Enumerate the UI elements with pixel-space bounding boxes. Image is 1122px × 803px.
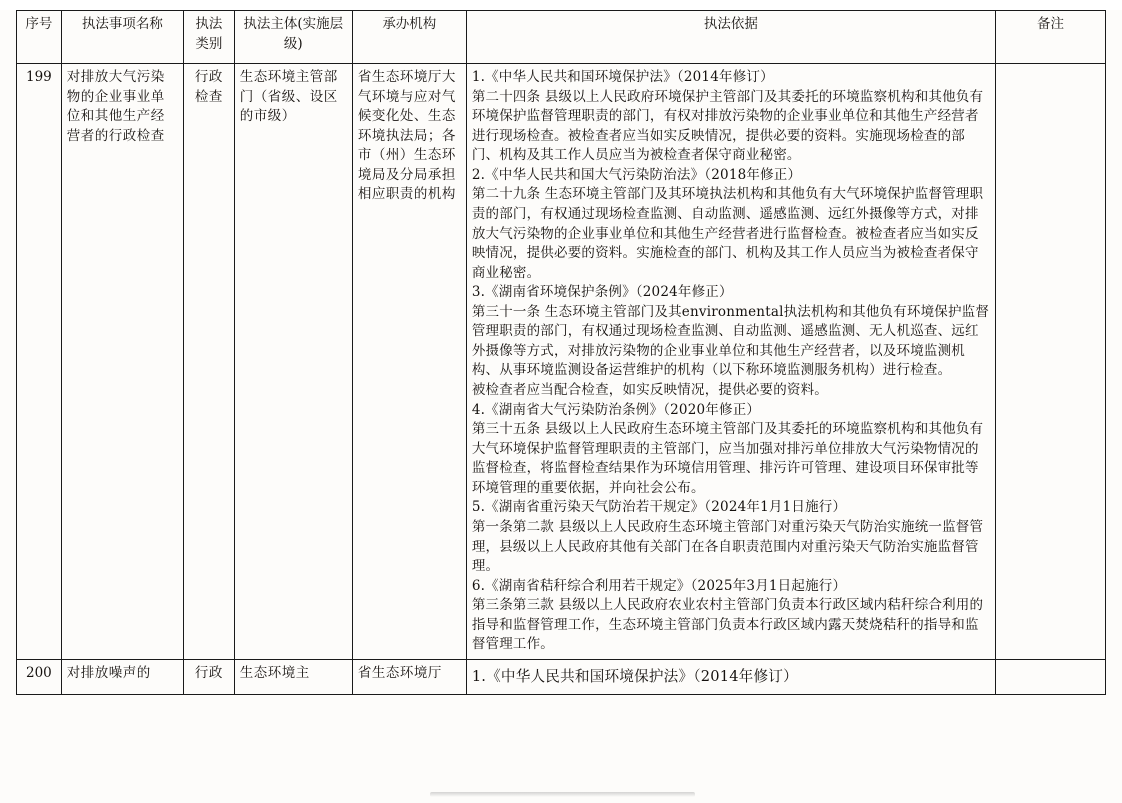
cell-seq: 199 bbox=[17, 64, 62, 660]
table-row bbox=[17, 64, 1106, 660]
cell-org: 省生态环境厅 bbox=[352, 659, 466, 694]
cell-remark bbox=[996, 64, 1106, 660]
cell-basis: 1.《中华人民共和国环境保护法》（2014年修订） bbox=[466, 659, 995, 694]
table-row bbox=[17, 659, 1106, 694]
column-header-basis: 执法依据 bbox=[466, 11, 995, 64]
basis-line: 第一条第二款 县级以上人民政府生态环境主管部门对重污染天气防治实施统一监督管理，县级以上人民政府其他有关部门在各自职责范围内对重污染天气防治实施监督管理。 bbox=[471, 518, 984, 575]
basis-line: 5.《湖南省重污染天气防治若干规定》（2024年1月1日施行） bbox=[471, 499, 847, 516]
basis-line: 6.《湖南省秸秆综合利用若干规定》（2025年3月1日起施行） bbox=[471, 577, 847, 594]
table-header-row bbox=[17, 11, 1106, 64]
basis-line: 第三十五条 县级以上人民政府生态环境主管部门及其委托的环境监察机构和其他负有大气环境保护监督管理职责的主管部门，应当加强对排污单位排放大气污染物情况的监督检查，将监督检查结果作为环境信用管理、排污许可管理、建设项目环保审批等环境管理的重要依据，并向社会公布。 bbox=[471, 421, 984, 496]
column-header-org: 承办机构 bbox=[352, 11, 466, 64]
column-header-name: 执法事项名称 bbox=[61, 11, 183, 64]
basis-line: 第三条第三款 县级以上人民政府农业农村主管部门负责本行政区域内秸秆综合利用的指导和监督管理工作，生态环境主管部门负责本行政区域内露天焚烧秸秆的指导和监督管理工作。 bbox=[471, 597, 984, 653]
basis-line: 被检查者应当配合检查，如实反映情况，提供必要的资料。 bbox=[471, 382, 829, 398]
cell-basis bbox=[466, 64, 995, 660]
basis-line: 3.《湖南省环境保护条例》（2024年修正） bbox=[471, 284, 733, 301]
document-page bbox=[0, 10, 1122, 803]
cell-type: 行政检查 bbox=[183, 64, 234, 660]
column-header-subject: 执法主体(实施层级) bbox=[234, 11, 352, 64]
column-header-remark: 备注 bbox=[996, 11, 1106, 64]
column-header-type: 执法类别 bbox=[183, 11, 234, 64]
cell-org: 省生态环境厅大气环境与应对气候变化处、生态环境执法局；各市（州）生态环境局及分局承担相应职责的机构 bbox=[352, 64, 466, 660]
basis-line: 4.《湖南省大气污染防治条例》（2020年修正） bbox=[471, 401, 761, 418]
cell-name: 对排放噪声的 bbox=[61, 659, 183, 694]
enforcement-items-table bbox=[16, 10, 1106, 695]
cell-remark bbox=[996, 659, 1106, 694]
basis-line: 2.《中华人民共和国大气污染防治法》（2018年修正） bbox=[471, 166, 802, 183]
basis-line: 1.《中华人民共和国环境保护法》（2014年修订） bbox=[471, 69, 774, 85]
cell-name: 对排放大气污染物的企业事业单位和其他生产经营者的行政检查 bbox=[61, 64, 183, 660]
column-header-seq: 序号 bbox=[17, 11, 62, 64]
basis-line: 第二十九条 生态环境主管部门及其环境执法机构和其他负有大气环境保护监督管理职责的部门，有权通过现场检查监测、自动监测、遥感监测、远红外摄像等方式，对排放大气污染物的企业事业单位和其他生产经营者进行监督检查。被检查者应当如实反映情况，提供必要的资料。实施检查的部门、机构及其工作人员应当为被检查者保守商业秘密。 bbox=[471, 186, 984, 281]
basis-line: 第二十四条 县级以上人民政府环境保护主管部门及其委托的环境监察机构和其他负有环境保护监督管理职责的部门，有权对排放污染物的企业事业单位和其他生产经营者进行现场检查。被检查者应当如实反映情况，提供必要的资料。实施现场检查的部门、机构及其工作人员应当为被检查者保守商业秘密。 bbox=[471, 88, 984, 164]
basis-line: 第三十一条 生态环境主管部门及其environmental执法机构和其他负有环境保护监督管理职责的部门，有权通过现场检查监测、自动监测、遥感监测、无人机巡查、远红外摄像等方式，对排放污染物的企业事业单位和其他生产经营者，以及环境监测机构、从事环境监测设备运营维护的机构（以下称环境监测服务机构）进行检查。 bbox=[471, 303, 990, 379]
cell-type: 行政 bbox=[183, 659, 234, 694]
cell-subject: 生态环境主 bbox=[234, 659, 352, 694]
cell-seq: 200 bbox=[17, 659, 62, 694]
cell-subject: 生态环境主管部门（省级、设区的市级） bbox=[234, 64, 352, 660]
